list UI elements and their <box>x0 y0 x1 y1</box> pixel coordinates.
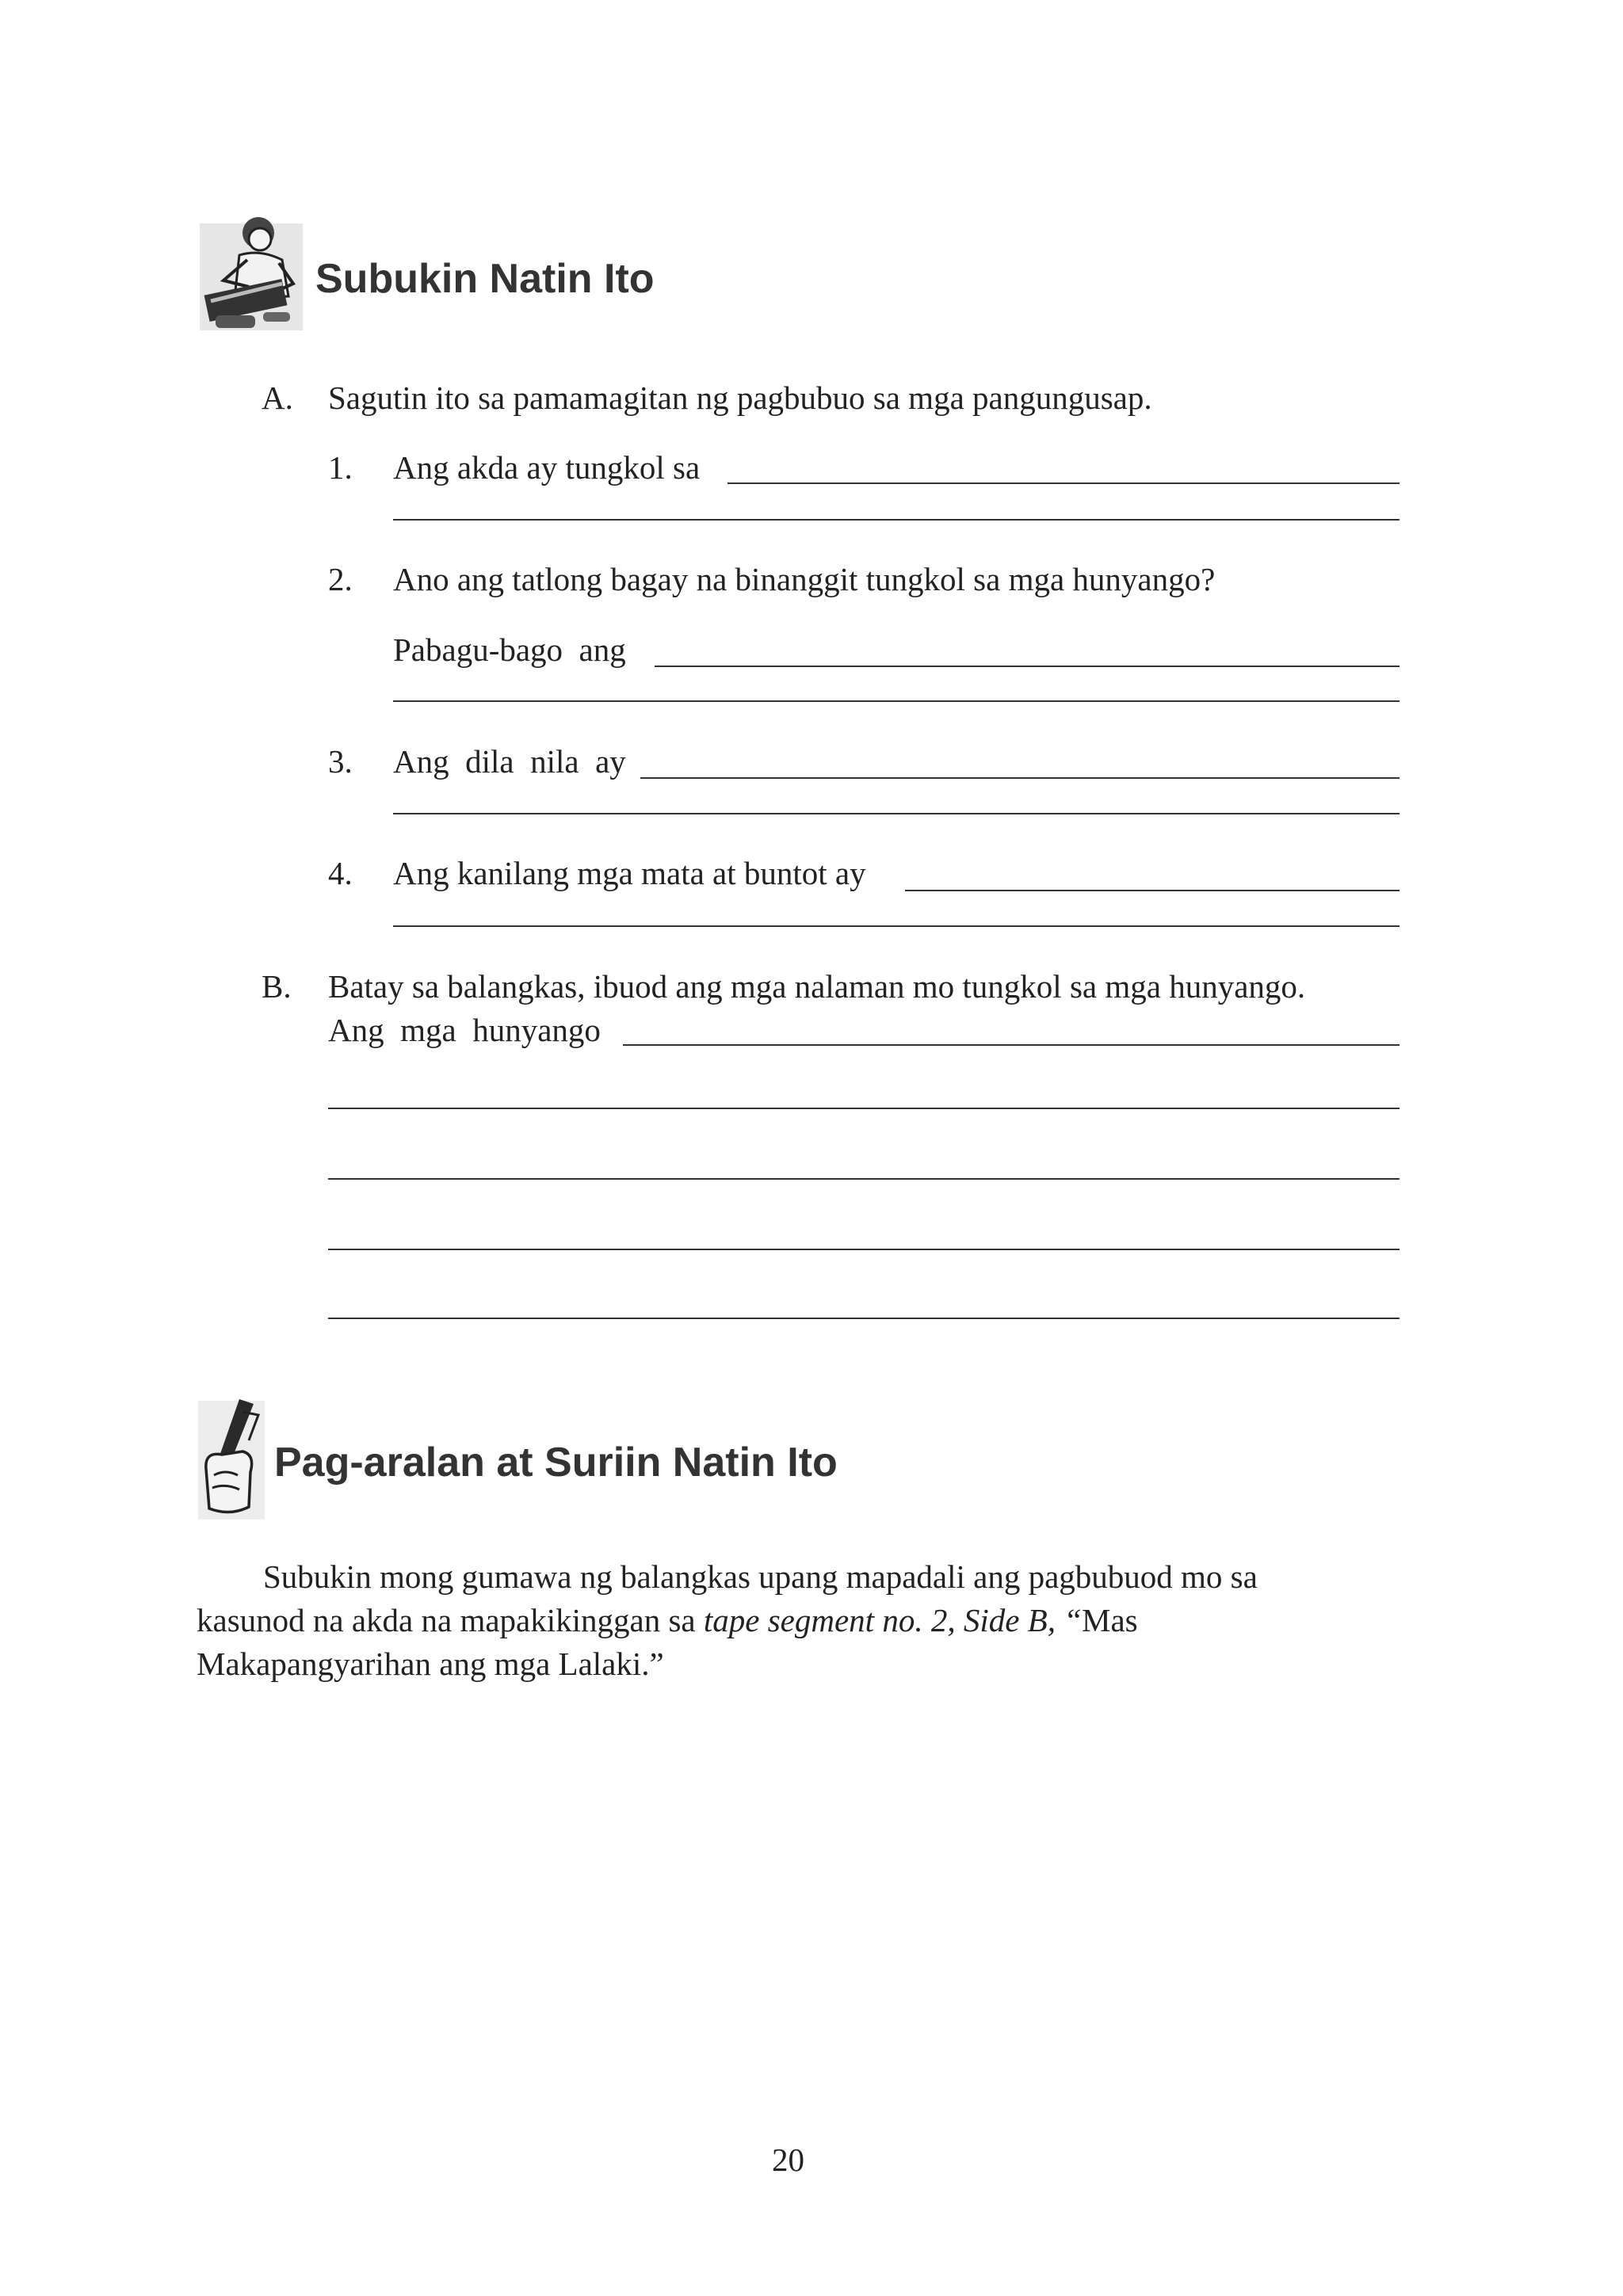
paragraph-line <box>197 1599 1417 1642</box>
answer-line[interactable] <box>905 890 1400 891</box>
item-number: 1. <box>328 449 353 486</box>
answer-line[interactable] <box>393 925 1400 927</box>
tape-reference: tape segment no. 2, Side B, “ <box>703 1602 1083 1638</box>
paragraph-text: Mas <box>1082 1602 1138 1638</box>
instruction-paragraph <box>197 1555 1417 1686</box>
item-text: Ang dila nila ay <box>393 743 626 780</box>
answer-line[interactable] <box>640 777 1400 779</box>
part-b-instruction: Batay sa balangkas, ibuod ang mga nalaman mo tungkol sa mga hunyango. <box>328 968 1306 1005</box>
part-b-letter: B. <box>262 968 292 1005</box>
person-with-tools-icon <box>200 208 304 334</box>
answer-line[interactable] <box>328 1318 1400 1319</box>
item-number: 3. <box>328 743 353 780</box>
section-title: Pag-aralan at Suriin Natin Ito <box>274 1440 838 1486</box>
answer-line[interactable] <box>393 519 1400 521</box>
answer-line[interactable] <box>328 1249 1400 1250</box>
part-b-prompt: Ang mga hunyango <box>328 1012 601 1048</box>
paragraph-line: Subukin mong gumawa ng balangkas upang mapadali ang pagbubuod mo sa <box>263 1558 1258 1595</box>
answer-line[interactable] <box>623 1044 1400 1046</box>
paragraph-line: Makapangyarihan ang mga Lalaki.” <box>197 1646 664 1682</box>
item-number: 4. <box>328 855 353 891</box>
item-subprompt: Pabagu-bago ang <box>393 631 626 668</box>
answer-line[interactable] <box>328 1108 1400 1109</box>
answer-line[interactable] <box>727 482 1400 484</box>
part-a-letter: A. <box>262 379 293 416</box>
part-a-instruction: Sagutin ito sa pamamagitan ng pagbubuo sa mga pangungusap. <box>328 379 1152 416</box>
item-number: 2. <box>328 561 353 597</box>
item-text: Ano ang tatlong bagay na binanggit tungkol sa mga hunyango? <box>393 561 1216 597</box>
item-text: Ang akda ay tungkol sa <box>393 449 701 486</box>
answer-line[interactable] <box>393 700 1400 702</box>
paragraph-text: kasunod na akda na mapakikinggan sa <box>197 1602 704 1638</box>
answer-line[interactable] <box>655 666 1400 667</box>
answer-line[interactable] <box>393 813 1400 814</box>
answer-line[interactable] <box>328 1178 1400 1180</box>
item-text: Ang kanilang mga mata at buntot ay <box>393 855 866 891</box>
hand-writing-icon <box>198 1396 266 1521</box>
page-number: 20 <box>772 2142 804 2178</box>
section-title: Subukin Natin Ito <box>315 256 655 302</box>
